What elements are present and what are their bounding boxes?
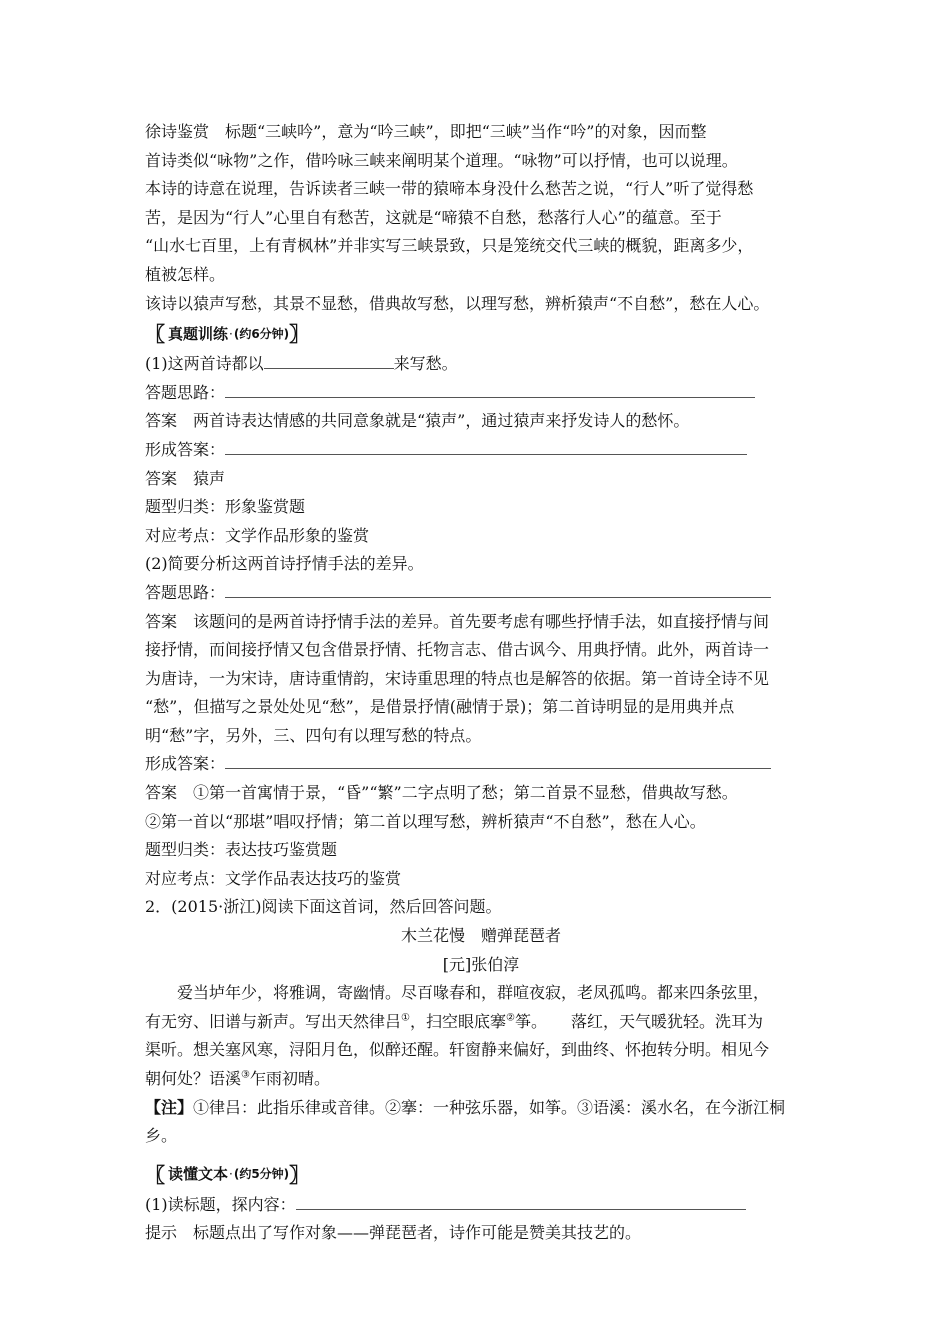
section-title: 读懂文本	[168, 1165, 229, 1184]
poem-title: 木兰花慢 赠弹琵琶者	[400, 926, 561, 946]
answer-line: 接抒情，而间接抒情又包含借景抒情、托物言志、借古讽今、用典抒情。此外，两首诗一	[145, 640, 770, 660]
thinking-line[interactable]	[225, 379, 755, 398]
thinking-line[interactable]	[225, 579, 771, 598]
section-bracket-close: 〗	[289, 1162, 310, 1187]
appreciation-line: 苦，是因为“行人”心里自有愁苦，这就是“啼猿不自愁，愁落行人心”的蕴意。至于	[145, 207, 722, 227]
answer-blank[interactable]	[264, 350, 394, 369]
question-1-label-a: (1)这两首诗都以	[145, 354, 264, 374]
question-type: 题型归类：形象鉴赏题	[145, 497, 306, 517]
appreciation-line: “山水七百里，上有青枫林”并非实写三峡景致，只是笼统交代三峡的概貌，距离多少，	[145, 236, 754, 256]
question-2	[145, 550, 817, 893]
question-type: 题型归类：表达技巧鉴赏题	[145, 840, 338, 860]
question-3	[145, 1191, 817, 1248]
section-bracket-close: 〗	[289, 322, 310, 347]
poem-text: 有无穷、旧谱与新声。写出天然律吕	[145, 1011, 402, 1031]
thinking-row	[145, 579, 817, 608]
note-row	[145, 1094, 817, 1151]
section-title: 真题训练	[168, 324, 229, 343]
form-answer-label: 形成答案：	[145, 754, 226, 774]
section-header-practice	[145, 320, 817, 348]
poem-line: 爱当垆年少，将雅调，寄幽情。尽百喙春和，群喧夜寂，老凤孤鸣。都来四条弦里，	[177, 983, 770, 1003]
section-bracket-open: 〖	[145, 322, 165, 347]
poem-text: 搴	[490, 1011, 507, 1031]
thinking-row	[145, 379, 817, 408]
question-3-prompt	[145, 1191, 817, 1220]
form-answer-line[interactable]	[225, 436, 747, 455]
appreciation-line: 植被怎样。	[145, 264, 226, 284]
form-answer-row	[145, 750, 817, 779]
answer-line: 明“愁”字，另外，三、四句有以理写愁的特点。	[145, 725, 482, 745]
form-answer-line[interactable]	[225, 750, 771, 769]
footnote-mark: ①	[401, 1012, 410, 1024]
footnote-mark: ③	[241, 1069, 250, 1081]
question-1	[145, 350, 817, 550]
section-header-reading	[145, 1161, 817, 1189]
problem-2-intro: 2．(2015·浙江)阅读下面这首词，然后回答问题。	[145, 897, 502, 917]
thinking-label: 答题思路：	[145, 382, 226, 402]
form-answer-row	[145, 436, 817, 465]
problem-2	[145, 893, 817, 1150]
question-3-label: (1)读标题，探内容：	[145, 1194, 296, 1214]
poem-text: 朝何处？语溪	[145, 1069, 242, 1088]
section-dot: ·	[229, 326, 233, 341]
section-bracket-open: 〖	[145, 1162, 165, 1187]
answer-line[interactable]	[296, 1191, 746, 1210]
answer-line: “愁”，但描写之景处处见“愁”，是借景抒情(融情于景)；第二首诗明显的是用典并点	[145, 697, 735, 717]
poem-text: 筝。 落红，天气暖犹轻。洗耳为	[514, 1011, 763, 1031]
question-1-prompt	[145, 350, 817, 379]
note-label: 【注】	[145, 1097, 194, 1117]
section-time: (约5分钟)	[233, 1167, 290, 1182]
exam-point: 对应考点：文学作品形象的鉴赏	[145, 525, 370, 545]
question-2-prompt: (2)简要分析这两首诗抒情手法的差异。	[145, 554, 424, 574]
final-answer-line: 答案 ①第一首寓情于景，“昏”“繁”二字点明了愁；第二首景不显愁，借典故写愁。	[145, 783, 738, 803]
appreciation-line: 首诗类似“咏物”之作，借吟咏三峡来阐明某个道理。“咏物”可以抒情，也可以说理。	[145, 150, 738, 170]
note-text: ①律吕：此指乐律或音律。②搴：一种弦乐器，如筝。③语溪：溪水名，在今浙江桐乡。	[145, 1097, 786, 1146]
footnote-mark: ②	[506, 1012, 515, 1024]
appreciation-line: 徐诗鉴赏 标题“三峡吟”，意为“吟三峡”，即把“三峡”当作“吟”的对象，因而整	[145, 122, 707, 141]
answer-line: 答案 该题问的是两首诗抒情手法的差异。首先要考虑有哪些抒情手法，如直接抒情与间	[145, 611, 770, 631]
answer-text: 答案 两首诗表达情感的共同意象就是“猿声”，通过猿声来抒发诗人的愁怀。	[145, 411, 690, 431]
final-answer-line: ②第一首以“那堪”唱叹抒情；第二首以理写愁，辨析猿声“不自愁”，愁在人心。	[145, 811, 706, 831]
appreciation-line: 本诗的诗意在说理，告诉读者三峡一带的猿啼本身没什么愁苦之说，“行人”听了觉得愁	[145, 179, 754, 199]
section-time: (约6分钟)	[233, 326, 290, 341]
poem-line: 渠听。想关塞风寒，浔阳月色，似醉还醒。轩窗静来偏好，到曲终、怀抱转分明。相见今	[145, 1040, 770, 1060]
poem-text: ，扫空眼底	[409, 1011, 490, 1031]
exam-point: 对应考点：文学作品表达技巧的鉴赏	[145, 868, 402, 888]
poem-line	[145, 1008, 817, 1037]
document-page	[145, 118, 817, 1248]
form-answer-label: 形成答案：	[145, 439, 226, 459]
appreciation-block	[145, 118, 817, 318]
question-1-label-b: 来写愁。	[393, 354, 458, 374]
poem-text: 乍雨初晴。	[249, 1069, 330, 1088]
thinking-label: 答题思路：	[145, 582, 226, 602]
poem-author: [元]张伯淳	[442, 954, 520, 974]
section-dot: ·	[229, 1167, 233, 1182]
hint-text: 提示 标题点出了写作对象——弹琵琶者，诗作可能是赞美其技艺的。	[145, 1223, 642, 1243]
poem-line	[145, 1065, 817, 1094]
answer-line: 为唐诗，一为宋诗，唐诗重情韵，宋诗重思理的特点也是解答的依据。第一首诗全诗不见	[145, 668, 770, 688]
appreciation-line: 该诗以猿声写愁，其景不显愁，借典故写愁，以理写愁，辨析猿声“不自愁”，愁在人心。	[145, 293, 770, 313]
answer-text: 答案 猿声	[145, 468, 226, 488]
